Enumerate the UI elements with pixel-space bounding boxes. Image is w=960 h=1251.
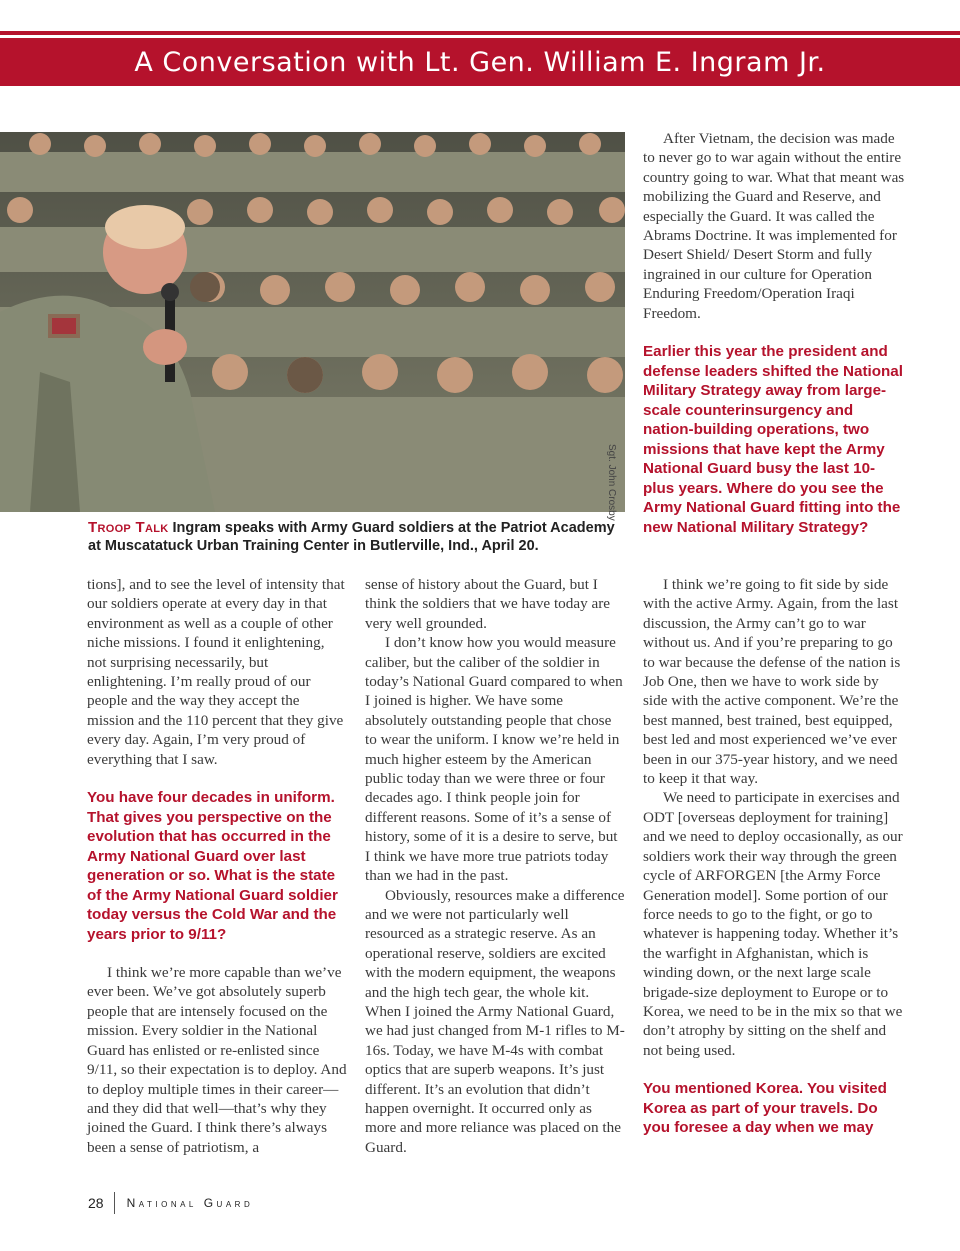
header-banner <box>0 38 960 86</box>
article-title: A Conversation with Lt. Gen. William E. Ingram Jr. <box>134 46 826 78</box>
interview-question: You mentioned Korea. You visited Korea as part of your travels. Do you foresee a day when we may <box>643 1080 887 1137</box>
publication-name: National Guard <box>126 1196 254 1210</box>
paragraph: tions], and to see the level of intensity that our soldiers operate at every day in that environment as well as a couple of other niche missions. I found it enlightening, not surprising necessarily, but enlightening. I’m really proud of our people and the way they accept the mission and the 110 percent that they give every day. Again, I’m very proud of everything that I saw. <box>87 576 345 768</box>
column-1 <box>87 575 347 1157</box>
paragraph: I think we’re going to fit side by side with the active Army. Again, from the last discussion, the Army can’t go to war without us. And if you’re preparing to go to war because the defense of the nation is Job One, then we have to work side by side with the active component. We’re the best manned, best trained, best equipped, best led and most experienced we’ve ever been in our 375-year history, and we need to keep it that way. <box>643 576 901 788</box>
caption-lead: Troop Talk <box>88 519 169 536</box>
footer-divider <box>114 1192 115 1214</box>
caption-text: Ingram speaks with Army Guard soldiers at the Patriot Academy at Muscatatuck Urban Training Center in Butlerville, Ind., April 20. <box>88 520 615 554</box>
paragraph: Obviously, resources make a difference and we were not particularly well resourced as a strategic reserve. As an operational reserve, soldiers are excited with the modern equipment, the weapons and the high tech gear, the whole kit. When I joined the Army National Guard, we had just changed from M-1 rifles to M-16s. Today, we have M-4s with combat optics that are superb weapons. It’s just different. It’s an evolution that didn’t happen overnight. It occurred only as more and more reliance was placed on the Guard. <box>365 886 625 1156</box>
page-number: 28 <box>88 1195 104 1211</box>
photo-credit: Sgt. John Crosby <box>606 444 617 521</box>
column-3 <box>643 575 905 1138</box>
interview-question: Earlier this year the president and defense leaders shifted the National Military Strategy away from large-scale counterinsurgency and nation-building operations, two missions that have kept the Army National Guard busy the last 10-plus years. Where do you see the Army National Guard fitting into the new National Military Strategy? <box>643 343 903 536</box>
paragraph: I think we’re more capable than we’ve ever been. We’ve got absolutely superb people that are intensely focused on the mission. Every soldier in the National Guard has enlisted or re-enlisted since 9/11, so their expectation is to deploy. And to deploy multiple times in their career—and they did that well—that’s why they joined the Guard. I think there’s always been a sense of patriotism, a <box>87 964 347 1156</box>
paragraph: We need to participate in exercises and ODT [overseas deployment for training] and we need to deploy occasionally, as our soldiers work their way through the green cycle of ARFORGEN [the Army Force Generation model]. Some portion of our force needs to go to the fight, or go to whatever is happening today. Whether it’s the warfight in Afghanistan, which is winding down, or the next large scale brigade-size deployment to Europe or to Korea, we need to be in the mix so that we don’t atrophy by sitting on the shelf and not being used. <box>643 789 903 1059</box>
header-top-rule <box>0 31 960 35</box>
interview-question: You have four decades in uniform. That gives you perspective on the evolution that has occurred in the Army National Guard over last generation or so. What is the state of the Army National Guard soldier today versus the Cold War and the years prior to 9/11? <box>87 789 338 943</box>
page-footer <box>88 1192 253 1214</box>
paragraph: I don’t know how you would measure caliber, but the caliber of the soldier in today’s National Guard compared to when I joined is higher. We have some absolutely outstanding people that chose to wear the uniform. I know we’re held in much higher esteem by the American public today than we were three or four decades ago. I think people join for different reasons. Some of it’s a sense of history, some of it is a desire to serve, but I think we have more true patriots today than we had in the past. <box>365 634 623 885</box>
paragraph: sense of history about the Guard, but I think the soldiers that we have today are very well grounded. <box>365 576 611 632</box>
column-right-top <box>643 129 905 537</box>
photo-illustration <box>0 132 625 512</box>
paragraph: After Vietnam, the decision was made to never go to war again without the entire country going to war. What that meant was mobilizing the Guard and Reserve, and especially the Guard. It was called the Abrams Doctrine. It was implemented for Desert Shield/ Desert Storm and fully ingrained in our culture for Operation Enduring Freedom/Operation Iraqi Freedom. <box>643 130 905 322</box>
photo-caption <box>88 519 623 555</box>
article-photo <box>0 132 625 512</box>
column-2 <box>365 575 626 1157</box>
